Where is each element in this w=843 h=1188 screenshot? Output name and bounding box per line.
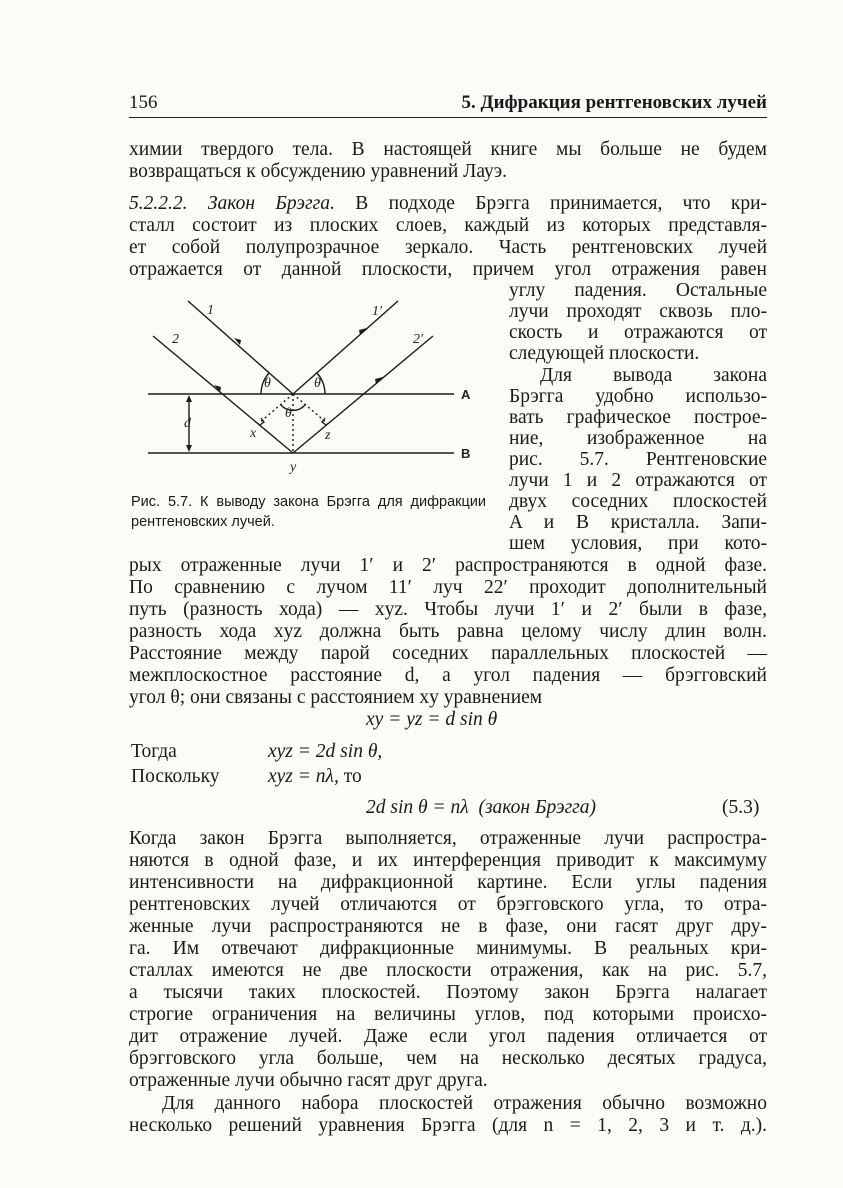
conclusion-line-5: женные лучи распространяются не в фазе, они гасят друг дру- <box>129 916 767 937</box>
d-arrow-up <box>186 395 192 402</box>
section-line-2: сталл состоит из плоских слоев, каждый из которых представля- <box>129 215 767 236</box>
bragg-diagram <box>132 291 484 481</box>
label-togda: Тогда <box>131 741 177 762</box>
label-ray-2r: 2′ <box>413 332 424 347</box>
d-arrow-down <box>186 445 192 452</box>
conclusion-line-2: няются в одной фазе, и их интерференция приводит к максимуму <box>129 850 767 871</box>
label-d: d <box>184 416 191 431</box>
label-ray-1: 1 <box>207 303 214 318</box>
ray-1-reflected <box>293 301 398 394</box>
label-theta-left: θ <box>264 376 271 391</box>
wrap-line-6: Брэгга удобно использо- <box>509 386 767 407</box>
section-line-1 <box>129 193 767 214</box>
label-z: z <box>325 428 331 443</box>
conclusion-line-1: Когда закон Брэгга выполняется, отраженные лучи распростра- <box>129 828 767 849</box>
wrap-line-7: вать графическое построе- <box>509 407 767 428</box>
equation-1: xy = yz = d sin θ <box>366 709 498 730</box>
after-line-7: угол θ; они связаны с расстоянием xy уравнением <box>129 687 543 708</box>
wrap-line-8: ние, изображенное на <box>509 428 767 449</box>
label-ray-2: 2 <box>172 332 179 347</box>
after-line-6: межплоскостное расстояние d, а угол падения — брэгговский <box>129 665 767 686</box>
wrap-line-11: двух соседних плоскостей <box>509 491 767 512</box>
label-y: y <box>290 460 297 475</box>
wrap-line-12: A и B кристалла. Запи- <box>509 512 767 533</box>
section-line-1-text: В подходе Брэгга принимается, что кри- <box>334 193 767 214</box>
arrow-ray-2r <box>375 377 383 384</box>
label-plane-b: B <box>461 446 471 461</box>
equation-4-row <box>366 797 596 819</box>
conclusion-line-11: брэгговского угла больше, чем на несколько десятых градуса, <box>129 1048 767 1069</box>
conclusion-line-7: сталлах имеются не две плоскости отражения, как на рис. 5.7, <box>129 960 767 981</box>
chapter-title: 5. Дифракция рентгеновских лучей <box>461 92 767 113</box>
after-line-1: рых отраженные лучи 1′ и 2′ распространяются в одной фазе. <box>129 555 767 576</box>
wrap-line-4: следующей плоскости. <box>509 343 700 364</box>
final-line-2: несколько решений уравнения Брэгга (для n = 1, 2, 3 и т. д.). <box>129 1115 767 1136</box>
page-number: 156 <box>129 92 158 113</box>
equation-4-number: (5.3) <box>722 797 760 818</box>
wrap-line-3: скость и отражаются от <box>509 322 767 343</box>
label-poskolku: Поскольку <box>131 766 220 787</box>
label-ray-1r: 1′ <box>372 304 383 319</box>
running-header <box>129 92 767 116</box>
arrow-ray-1r <box>359 328 367 335</box>
label-x: x <box>250 426 257 441</box>
final-line-1: Для данного набора плоскостей отражения обычно возможно <box>162 1093 767 1114</box>
equation-3-suffix: то <box>343 766 362 787</box>
label-theta-bottom: θ <box>285 406 292 421</box>
section-line-4: отражается от данной плоскости, причем угол отражения равен <box>129 259 767 280</box>
section-heading: 5.2.2.2. Закон Брэгга. <box>129 193 335 214</box>
label-theta-right: θ <box>314 376 321 391</box>
intro-line-2: возвращаться к обсуждению уравнений Лауэ. <box>129 161 508 182</box>
wrap-line-5: Для вывода закона <box>540 365 767 386</box>
conclusion-line-9: строгие ограничения на величины углов, под которыми происхо- <box>129 1004 767 1025</box>
equation-2: xyz = 2d sin θ, <box>268 741 383 762</box>
after-line-3: путь (разность хода) — xyz. Чтобы лучи 1′ и 2′ были в фазе, <box>129 599 767 620</box>
right-angle-x <box>260 418 264 425</box>
equation-3: xyz = nλ, <box>268 766 339 787</box>
conclusion-line-6: га. Им отвечают дифракционные минимумы. В реальных кри- <box>129 938 767 959</box>
wrap-line-9: рис. 5.7. Рентгеновские <box>509 449 767 470</box>
wrap-line-13: шем условия, при кото- <box>509 533 767 554</box>
after-line-2: По сравнению с лучом 11′ луч 22′ проходит дополнительный <box>129 577 767 598</box>
conclusion-line-3: интенсивности на дифракционной картине. Если углы падения <box>129 872 767 893</box>
conclusion-line-8: а тысячи таких плоскостей. Поэтому закон Брэгга налагает <box>129 982 767 1003</box>
wrap-line-10: лучи 1 и 2 отражаются от <box>509 470 767 491</box>
conclusion-line-12: отраженные лучи обычно гасят друг друга. <box>129 1070 488 1091</box>
bragg-figure <box>132 291 484 481</box>
wrap-line-1: углу падения. Остальные <box>509 280 767 301</box>
after-line-4: разность хода xyz должна быть равна целому числу длин волн. <box>129 621 767 642</box>
figure-caption: Рис. 5.7. К выводу закона Брэгга для дифракции рентгеновских лучей. <box>131 494 486 530</box>
equation-3-row <box>268 766 362 788</box>
after-line-5: Расстояние между парой соседних параллельных плоскостей — <box>129 643 767 664</box>
header-rule <box>129 117 767 118</box>
ray-1-incident <box>188 301 293 394</box>
conclusion-line-10: дит отражение лучей. Даже если угол падения отличается от <box>129 1026 767 1047</box>
conclusion-line-4: рентгеновских лучей отличаются от брэгговского угла, то отра- <box>129 894 767 915</box>
intro-line-1: химии твердого тела. В настоящей книге мы больше не будем <box>129 139 767 160</box>
label-plane-a: A <box>461 387 471 402</box>
right-angle-z <box>322 418 326 425</box>
section-line-3: ет собой полупрозрачное зеркало. Часть рентгеновских лучей <box>129 237 767 258</box>
wrap-line-2: лучи проходят сквозь пло- <box>509 301 767 322</box>
equation-4: 2d sin θ = nλ <box>366 797 469 818</box>
equation-4-note: (закон Брэгга) <box>478 797 597 818</box>
